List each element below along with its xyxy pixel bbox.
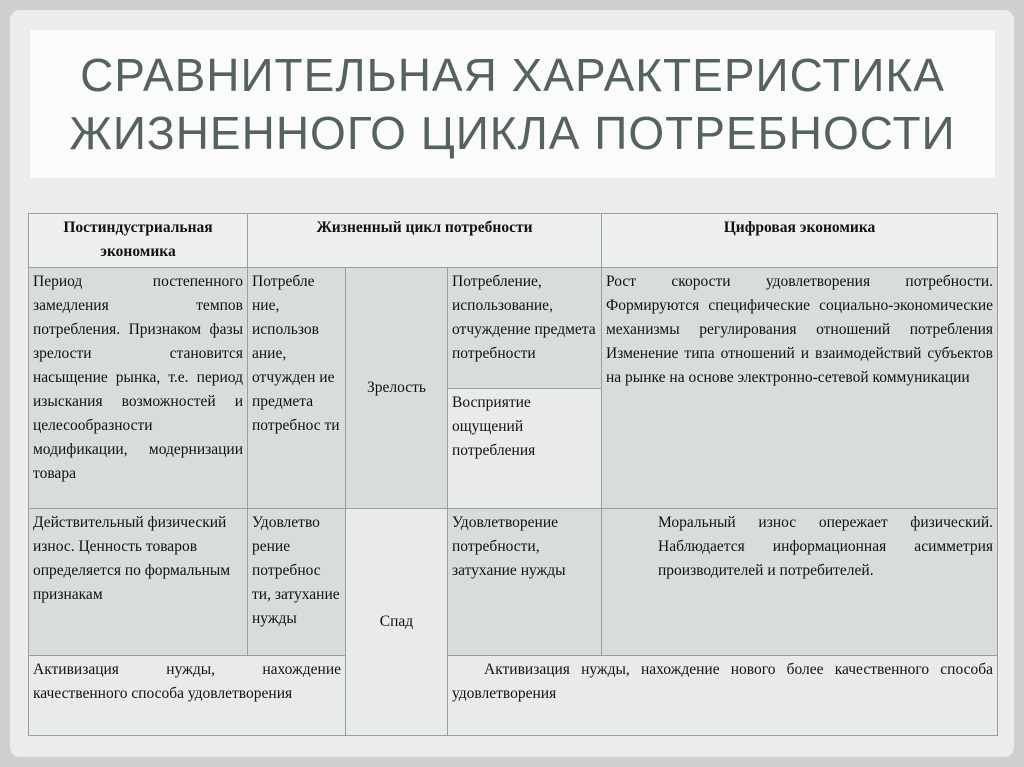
header-postindustrial: Постиндустриальная экономика	[28, 213, 248, 268]
row1-postindustrial: Период постепенного замедления темпов потребления. Признаком фазы зрелости становится насыщение рынка, т.е. период изыскания возможностей и целесообразности модификации, модернизации товара	[28, 267, 248, 509]
row3-digital: Активизация нужды, нахождение нового более качественного способа удовлетворения	[447, 655, 998, 736]
row2-phase: Спад	[345, 508, 448, 736]
header-digital: Цифровая экономика	[601, 213, 998, 268]
row1-phase: Зрелость	[345, 267, 448, 509]
row1-cycle-digital-a: Потребление, использование, отчуждение предмета потребности	[447, 267, 602, 389]
row2-cycle-digital: Удовлетворение потребности, затухание нужды	[447, 508, 602, 656]
row2-postindustrial: Действительный физический износ. Ценность товаров определяется по формальным признакам	[28, 508, 248, 656]
row2-cycle-post: Удовлетво рение потребнос ти, затухание нужды	[247, 508, 346, 656]
row1-digital: Рост скорости удовлетворения потребности. Формируются специфические социально-экономические механизмы регулирования отношений потребления Изменение типа отношений и взаимодействий субъектов на рынке на основе электронно-сетевой коммуникации	[601, 267, 998, 509]
row3-postindustrial: Активизация нужды, нахождение качественного способа удовлетворения	[28, 655, 346, 736]
header-lifecycle: Жизненный цикл потребности	[247, 213, 602, 268]
title-box	[30, 30, 995, 178]
slide-title: СРАВНИТЕЛЬНАЯ ХАРАКТЕРИСТИКА ЖИЗНЕННОГО ЦИКЛА ПОТРЕБНОСТИ	[69, 49, 956, 159]
row1-cycle-digital-b: Восприятие ощущений потребления	[447, 388, 602, 509]
row2-digital: Моральный износ опережает физический. Наблюдается информационная асимметрия производителей и потребителей.	[601, 508, 998, 656]
row1-cycle-post: Потребле ние, использов ание, отчужден ие предмета потребнос ти	[247, 267, 346, 509]
